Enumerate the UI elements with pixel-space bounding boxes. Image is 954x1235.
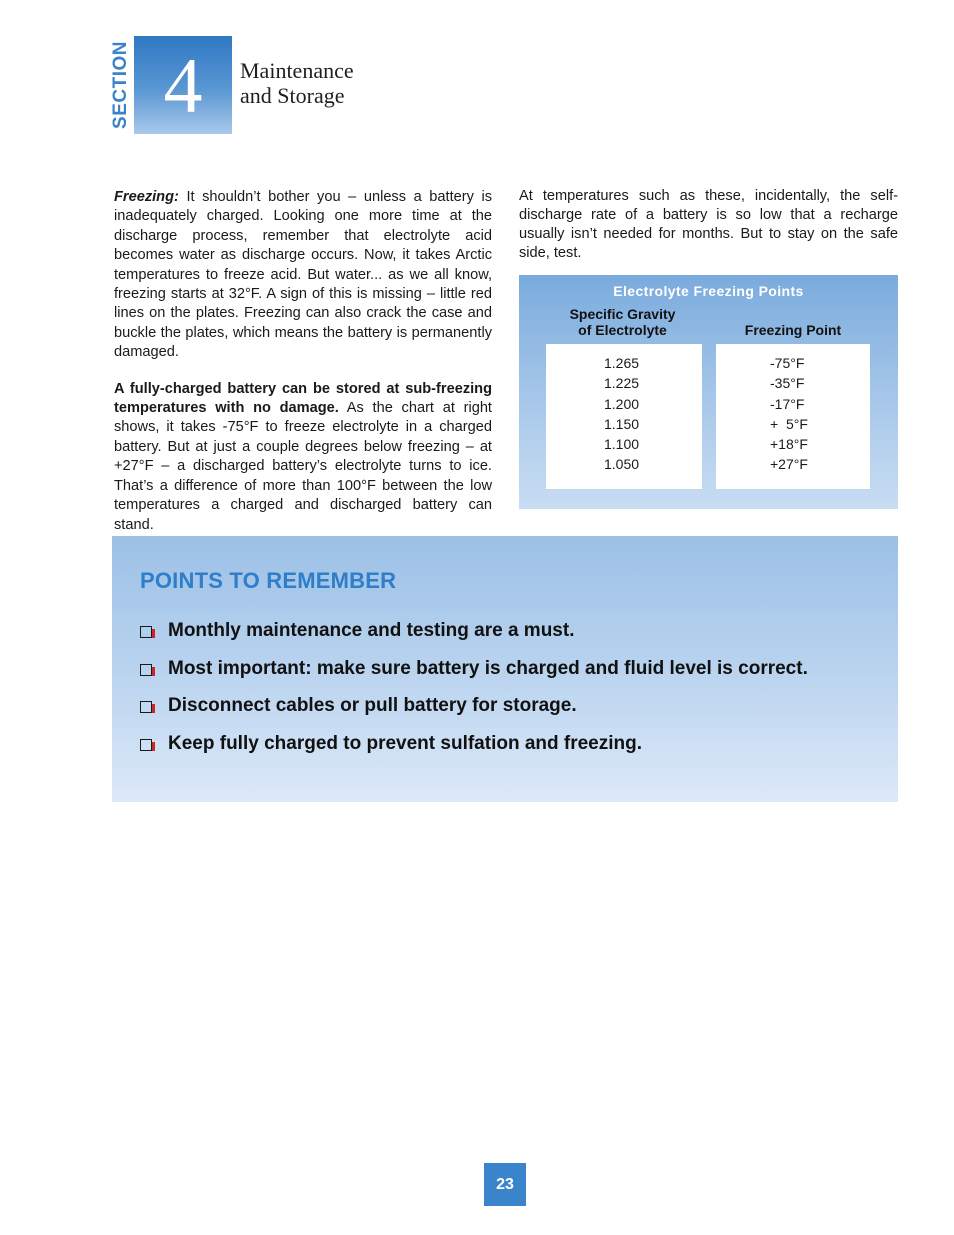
storage-lead: A fully-charged battery can be stored at sub-freezing temperatures with no damage.	[114, 380, 492, 417]
table-cell-point: -75°F	[770, 355, 805, 371]
table-cell-point: -17°F	[770, 395, 805, 412]
section-title	[240, 58, 354, 108]
freezing-lead: Freezing:	[114, 189, 179, 205]
freezing-paragraph	[114, 188, 492, 363]
points-to-remember-box	[112, 536, 898, 802]
list-item: Disconnect cables or pull battery for storage.	[140, 695, 808, 733]
checkbox-icon	[140, 701, 152, 713]
page-number: 23	[484, 1163, 526, 1206]
section-title-line2: and Storage	[240, 83, 345, 108]
section-number-box	[134, 36, 232, 134]
table-title: Electrolyte Freezing Points	[613, 283, 804, 299]
table-cell-point: +18°F	[770, 436, 808, 453]
table-cell-point: + 5°F	[770, 415, 808, 432]
storage-paragraph	[114, 380, 492, 535]
freezing-points-table	[519, 275, 898, 509]
storage-text: As the chart at right shows, it takes -75°F to freeze electrolyte in a charged battery. But at just a couple degrees below freezing – at +27°F – a discharged battery’s electrolyte turns to ice. That’s a difference of more than 100°F between the low temperatures a charged and discharged battery can stand.	[114, 400, 492, 533]
section-label: SECTION	[110, 41, 132, 129]
table-cell-gravity: 1.150	[604, 415, 640, 432]
checkbox-icon	[140, 739, 152, 751]
table-cell-gravity: 1.050	[604, 456, 640, 473]
table-cell-gravity: 1.265	[604, 355, 640, 371]
gravity-column-header: Specific Gravity of Electrolyte	[569, 306, 676, 338]
section-number: 4	[163, 42, 203, 129]
freezing-point-column	[716, 344, 870, 489]
table-cell-gravity: 1.100	[604, 436, 640, 453]
section-title-line1: Maintenance	[240, 58, 354, 83]
checkbox-icon	[140, 664, 152, 676]
points-title: POINTS TO REMEMBER	[140, 568, 397, 593]
table-cell-point: +27°F	[770, 456, 808, 473]
list-item: Most important: make sure battery is charged and fluid level is correct.	[140, 658, 808, 696]
table-cell-gravity: 1.200	[604, 395, 640, 412]
left-column	[114, 188, 492, 535]
table-cell-gravity: 1.225	[604, 375, 640, 392]
gravity-column	[546, 344, 702, 489]
table-cell-point: -35°F	[770, 375, 805, 392]
right-column	[519, 187, 898, 263]
self-discharge-paragraph: At temperatures such as these, incidentally, the self-discharge rate of a battery is so low that a recharge usually isn’t needed for months. But to stay on the safe side, test.	[519, 188, 898, 261]
freezing-point-column-header: Freezing Point	[744, 322, 842, 338]
points-list	[140, 620, 808, 770]
list-item: Keep fully charged to prevent sulfation and freezing.	[140, 733, 808, 771]
freezing-text: It shouldn’t bother you – unless a battery is inadequately charged. Looking one more time at the discharge process, remember that electrolyte acid becomes water as discharge occurs. Now, it takes Arctic temperatures to freeze acid. But water... as we all know, freezing starts at 32°F. A sign of this is missing – little red lines on the plates. Freezing can also crack the case and buckle the plates, which means the battery is permanently damaged.	[114, 189, 492, 361]
list-item: Monthly maintenance and testing are a must.	[140, 620, 808, 658]
checkbox-icon	[140, 626, 152, 638]
